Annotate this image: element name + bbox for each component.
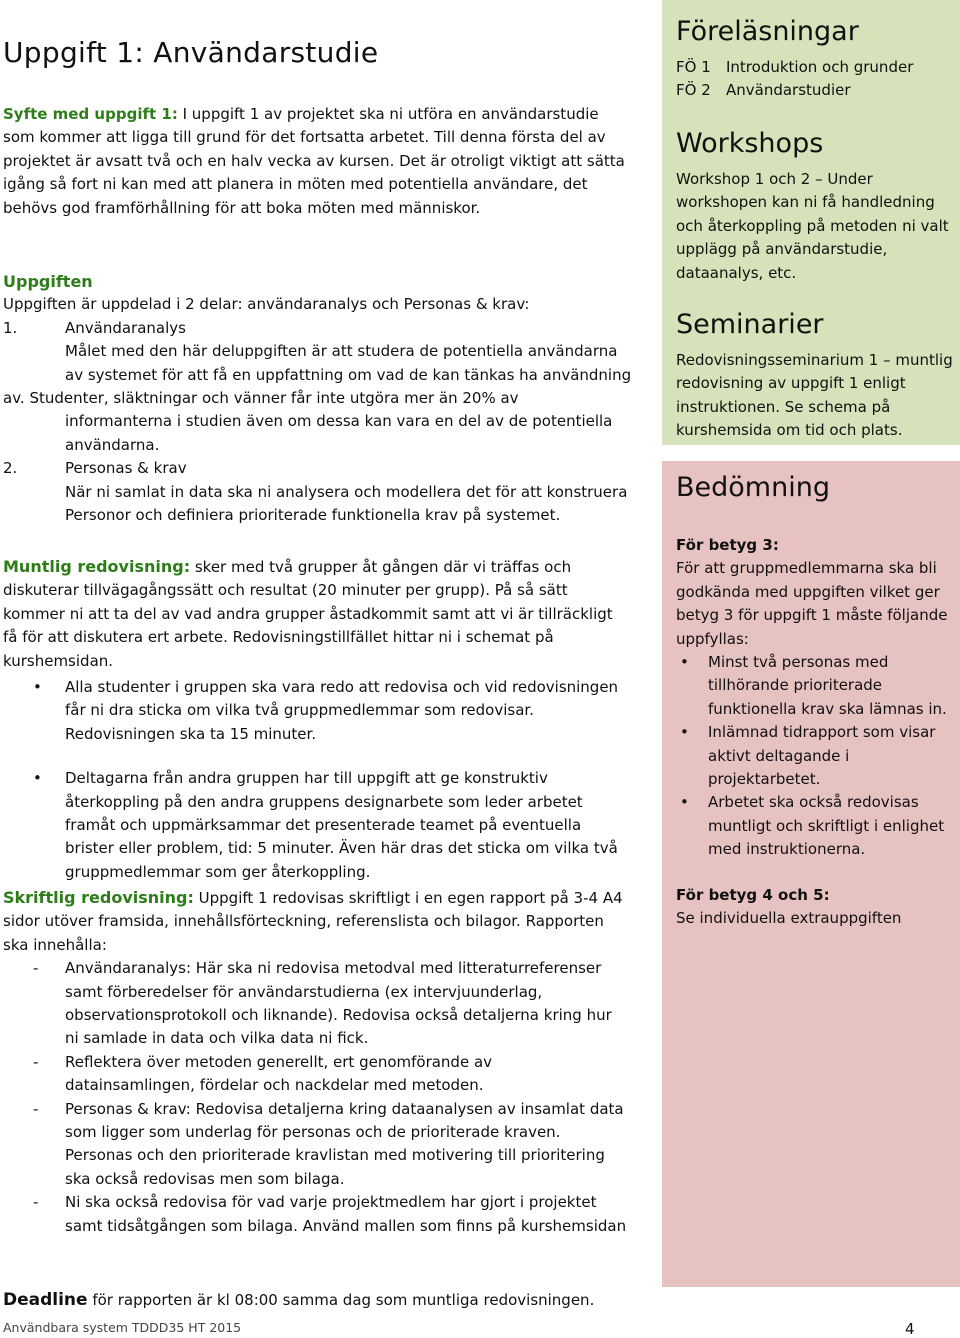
syfte-line: igång så fort ni kan med att planera in möten med potentiella användare, det xyxy=(3,175,588,194)
muntlig-line: få för att diskutera ert arbete. Redovisningstillfället hittar ni i schemat på xyxy=(3,628,554,647)
deadline-label: Deadline xyxy=(3,1290,88,1310)
item-line: Personor och definiera prioriterade funktionella krav på systemet. xyxy=(65,506,561,525)
uppgiften-list-2 xyxy=(3,457,648,527)
bedomning-bullets xyxy=(676,651,960,862)
muntlig-line-1: Muntlig redovisning: sker med två grupper åt gången där vi träffas och xyxy=(3,557,572,576)
item-cont-line: av. Studenter, släktningar och vänner får inte utgöra mer än 20% av xyxy=(3,389,519,408)
page-number: 4 xyxy=(905,1320,915,1338)
syfte-line: projektet är avsatt två och en halv vecka av kursen. Det är otroligt viktigt att sätta xyxy=(3,151,625,170)
uppgiften-intro: Uppgiften är uppdelad i 2 delar: användaranalys och Personas & krav: xyxy=(3,295,530,314)
skriftlig-section xyxy=(3,886,648,1238)
list-item: • Inlämnad tidrapport som visar aktivt deltagande i projektarbetet. xyxy=(680,723,936,789)
dash-icon: - xyxy=(33,1193,39,1212)
item-line: När ni samlat in data ska ni analysera och modellera det för att konstruera xyxy=(65,482,628,501)
item-line: Målet med den här deluppgiften är att studera de potentiella användarna xyxy=(65,342,618,361)
uppgiften-heading: Uppgiften xyxy=(3,272,93,291)
betyg3-label: För betyg 3: xyxy=(676,536,779,554)
forelasning-item: FÖ 2 Användarstudier xyxy=(676,81,851,100)
skriftlig-label: Skriftlig redovisning: xyxy=(3,888,194,907)
seminarier-text: Redovisningsseminarium 1 – muntlig redovisning av uppgift 1 enligt instruktionen. Se schema på kurshemsida om tid och plats. xyxy=(676,351,953,440)
page-footer: Användbara system TDDD35 HT 2015 xyxy=(3,1320,242,1335)
forelasningar-heading: Föreläsningar xyxy=(676,16,859,47)
item-title: Personas & krav xyxy=(65,459,187,478)
dash-icon: - xyxy=(33,959,39,978)
list-item: - Användaranalys: Här ska ni redovisa metodval med litteraturreferenser samt förberedelser för användarstudierna (ex intervjuunderlag, observationsprotokoll och liknande). Redovisa också detaljerna kring hur ni samlade in data och vilka data ni fick. xyxy=(33,959,612,1048)
syfte-line-1: Syfte med uppgift 1: I uppgift 1 av projektet ska ni utföra en användarstudie xyxy=(3,105,599,123)
item-cont-line: användarna. xyxy=(65,435,160,454)
list-item: • Arbetet ska också redovisas muntligt och skriftligt i enlighet med instruktionerna. xyxy=(680,793,945,859)
item-title: Användaranalys xyxy=(65,318,186,337)
bullet-icon: • xyxy=(680,653,689,672)
workshops-text: Workshop 1 och 2 – Under workshopen kan ni få handledning och återkoppling på metoden ni valt upplägg på användarstudie, dataanalys, etc. xyxy=(676,170,949,282)
list-item: • Alla studenter i gruppen ska vara redo att redovisa och vid redovisningen får ni dra sticka om vilka två gruppmedlemmar som redovisar. Redovisningen ska ta 15 minuter. xyxy=(33,678,619,743)
forelasningar-list xyxy=(676,56,960,103)
list-item: • Minst två personas med tillhörande prioriterade funktionella krav ska lämnas in. xyxy=(680,653,947,718)
skriftlig-line: sidor utöver framsida, innehållsförteckning, referenslista och bilagor. Rapporten xyxy=(3,912,604,931)
muntlig-line: kommer ni att ta del av vad andra grupper åstadkommit samt att vi är tillräckligt xyxy=(3,604,613,623)
list-item: • Deltagarna från andra gruppen har till uppgift att ge konstruktiv återkoppling på den andra gruppens designarbete som leder arbetet framåt och uppmärksammar det presenterade teamet på eventuella brister eller problem, tid: 5 minuter. Även här dras det sticka om vilka två gruppmedlemmar som ger återkoppling. xyxy=(33,769,618,881)
muntlig-bullets xyxy=(3,676,648,884)
workshops-heading: Workshops xyxy=(676,128,824,159)
item-number: 2. xyxy=(3,459,18,478)
muntlig-section xyxy=(3,555,648,884)
muntlig-label: Muntlig redovisning: xyxy=(3,557,191,576)
list-item: - Ni ska också redovisa för vad varje projektmedlem har gjort i projektet samt tidsåtgången som bilaga. Använd mallen som finns på kurshemsidan xyxy=(33,1193,627,1235)
bullet-icon: • xyxy=(33,678,42,697)
skriftlig-line: ska innehålla: xyxy=(3,935,107,954)
syfte-label: Syfte med uppgift 1: xyxy=(3,105,178,123)
page-title: Uppgift 1: Användarstudie xyxy=(3,36,379,69)
muntlig-line: kurshemsidan. xyxy=(3,651,114,670)
uppgiften-section xyxy=(3,270,648,527)
uppgiften-item xyxy=(3,457,648,527)
deadline-line: Deadline för rapporten är kl 08:00 samma dag som muntliga redovisningen. xyxy=(3,1290,595,1310)
uppgiften-list xyxy=(3,317,648,387)
item-number: 1. xyxy=(3,318,18,337)
betyg45-label: För betyg 4 och 5: xyxy=(676,885,830,904)
sidebar-green-box xyxy=(662,0,960,445)
bedomning-content: För betyg 3: För att gruppmedlemmarna ska bli godkända med uppgiften vilket ger betyg 3 för uppgift 1 måste följande uppfyllas: • Minst två personas med tillhörande prioriterade funktionella krav ska lämnas in. • Inlämnad tidrapport som visar aktivt deltagande i projektarbetet. • Arbetet ska också redovisas muntligt och skriftligt i enlighet med instruktionerna. För betyg 4 och 5: Se individuella extrauppgiften xyxy=(676,534,960,931)
skriftlig-line-1: Skriftlig redovisning: Uppgift 1 redovisas skriftligt i en egen rapport på 3-4 A4 xyxy=(3,888,623,907)
muntlig-line: diskuterar tillvägagångssätt och resultat (20 minuter per grupp). På så sätt xyxy=(3,581,568,600)
item-line: av systemet för att få en uppfattning om vad de kan tänkas ha användning xyxy=(65,365,632,384)
list-item: - Reflektera över metoden generellt, ert genomförande av datainsamlingen, fördelar och nackdelar med metoden. xyxy=(33,1052,493,1095)
bullet-icon: • xyxy=(33,769,42,788)
bullet-icon: • xyxy=(680,793,689,812)
uppgiften-item xyxy=(3,317,648,387)
betyg45-text: Se individuella extrauppgiften xyxy=(676,909,902,928)
bullet-icon: • xyxy=(680,723,689,742)
forelasning-item: FÖ 1 Introduktion och grunder xyxy=(676,58,914,76)
bedomning-heading: Bedömning xyxy=(676,472,830,503)
dash-icon: - xyxy=(33,1052,39,1071)
item-cont-line: informanterna i studien även om dessa kan vara en del av de potentiella xyxy=(65,412,613,431)
skriftlig-list xyxy=(3,957,648,1238)
sidebar-pink-box xyxy=(662,461,960,1287)
syfte-line: behövs god framförhållning för att boka möten med människor. xyxy=(3,198,481,217)
dash-icon: - xyxy=(33,1099,39,1118)
syfte-line: som kommer att ligga till grund för det fortsatta arbetet. Till denna första del av xyxy=(3,128,606,147)
syfte-section xyxy=(3,103,648,220)
list-item: - Personas & krav: Redovisa detaljerna kring dataanalysen av insamlat data som ligger som underlag för personas och de prioriterade kraven. Personas och den prioriterade kravlistan med motivering till prioritering ska också redovisas men som bilaga. xyxy=(33,1099,624,1188)
seminarier-heading: Seminarier xyxy=(676,309,824,340)
